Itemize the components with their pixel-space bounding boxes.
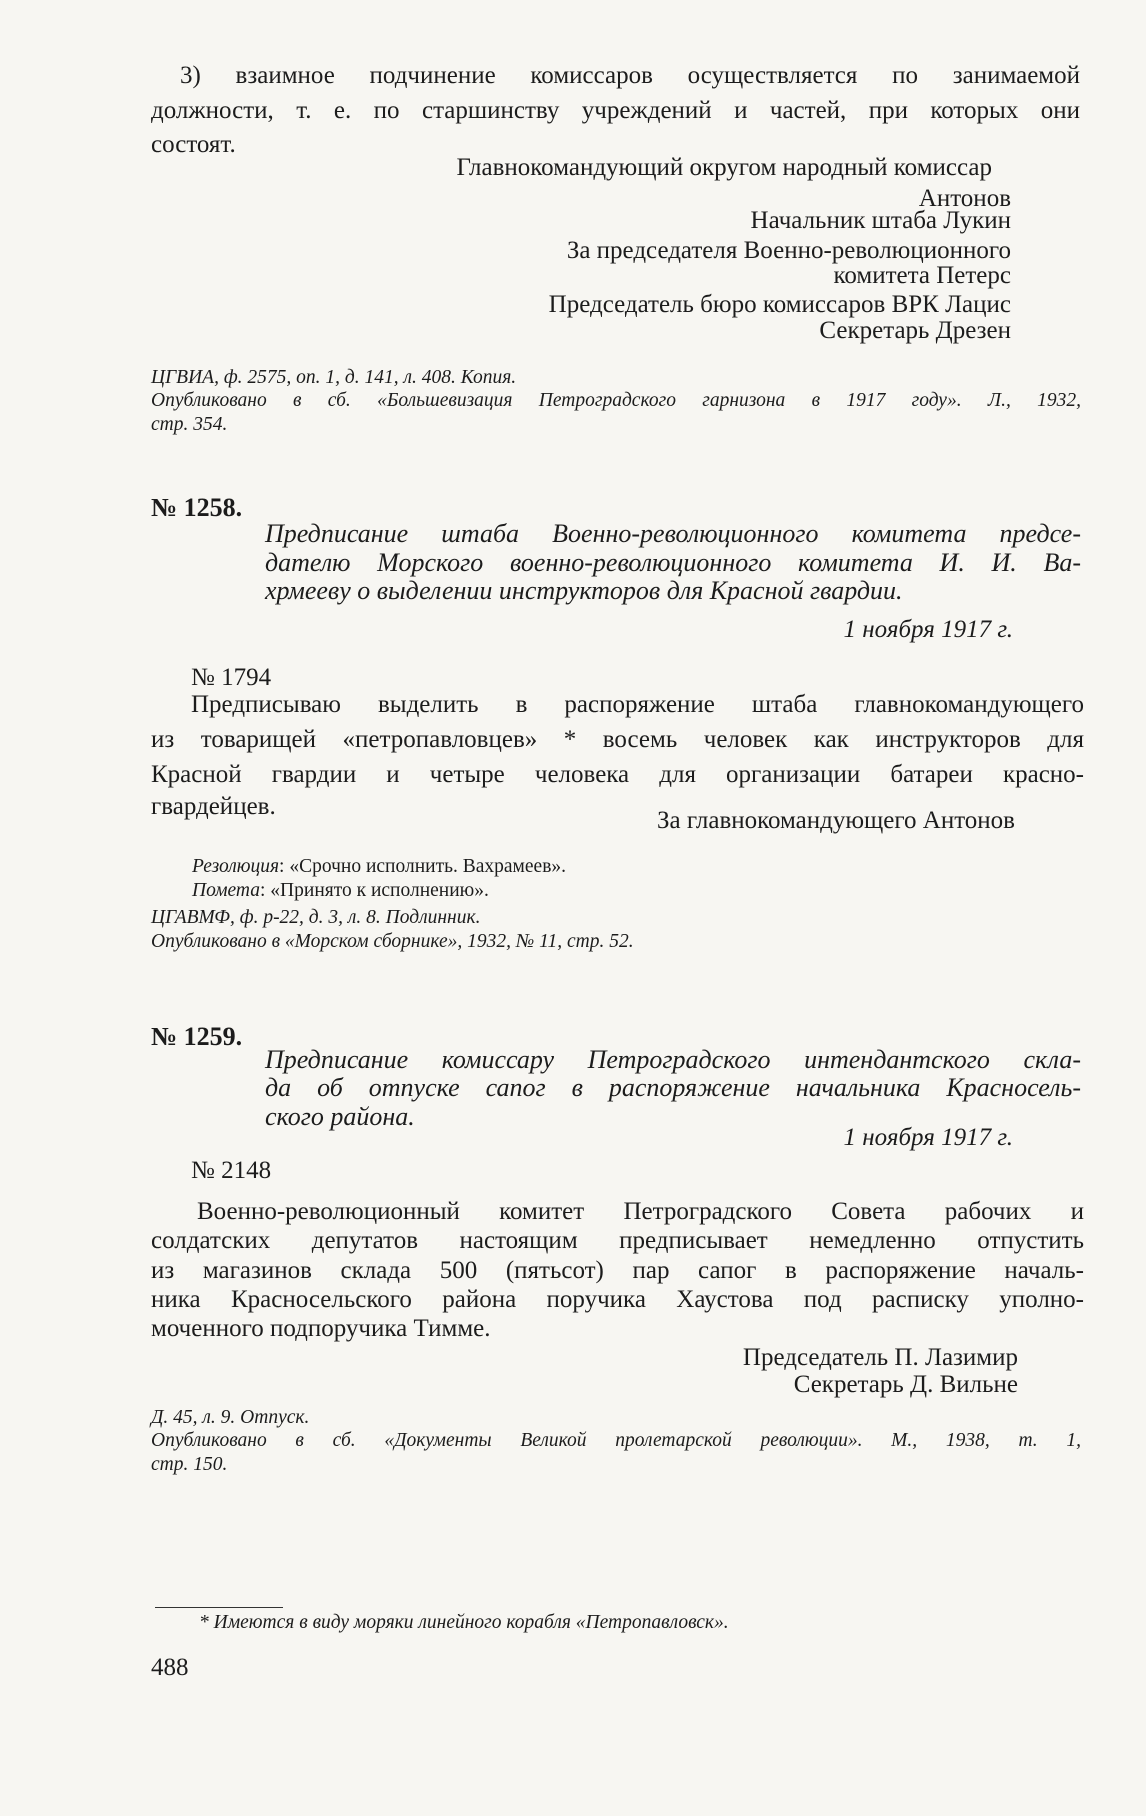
document-heading-line: хрмееву о выделении инструкторов для Красной гвардии.	[265, 576, 903, 605]
signature-line: Председатель П. Лазимир	[742, 1344, 1018, 1371]
note-label: Помета	[192, 880, 261, 901]
paragraph-line: состоят.	[151, 131, 236, 158]
signature-line: Секретарь Д. Вильне	[793, 1371, 1018, 1398]
body-line: Предписываю выделить в распоряжение штаба главнокомандующего	[191, 691, 1084, 718]
document-heading-line: ского района.	[265, 1102, 415, 1131]
footnote: * Имеются в виду моряки линейного корабля «Петропавловск».	[199, 1612, 729, 1633]
body-line: из магазинов склада 500 (пятьсот) пар сапог в распоряжение началь-	[151, 1257, 1084, 1284]
body-line: гвардейцев.	[151, 793, 276, 820]
outgoing-number: № 1794	[191, 664, 272, 691]
signature-line: Начальник штаба Лукин	[750, 207, 1011, 234]
signature-line: комитета Петерс	[833, 262, 1011, 289]
paragraph-line: 3) взаимное подчинение комиссаров осуществляется по занимаемой	[180, 62, 1080, 89]
footnote-divider	[155, 1607, 283, 1608]
source-line: ЦГАВМФ, ф. р-22, д. 3, л. 8. Подлинник.	[151, 907, 481, 928]
body-line: Красной гвардии и четыре человека для организации батареи красно-	[151, 761, 1084, 788]
body-line: солдатских депутатов настоящим предписывает немедленно отпустить	[151, 1227, 1084, 1254]
document-date: 1 ноября 1917 г.	[843, 616, 1013, 643]
page-number: 488	[151, 1654, 189, 1681]
document-number: № 1258.	[151, 493, 243, 522]
source-line: Опубликовано в «Морском сборнике», 1932, № 11, стр. 52.	[151, 931, 634, 952]
document-heading-line: Предписание штаба Военно-революционного комитета предсе-	[265, 519, 1081, 548]
source-line: ЦГВИА, ф. 2575, оп. 1, д. 141, л. 408. Копия.	[151, 367, 517, 388]
source-line: Опубликовано в сб. «Большевизация Петроградского гарнизона в 1917 году». Л., 1932,	[151, 390, 1081, 411]
note-text: : «Принято к исполнению».	[260, 880, 489, 901]
note	[192, 878, 489, 904]
outgoing-number: № 2148	[191, 1157, 272, 1184]
body-line: ника Красносельского района поручика Хаустова под расписку уполно-	[151, 1286, 1084, 1313]
document-heading-line: да об отпуске сапог в распоряжение начальника Красносель-	[265, 1073, 1081, 1102]
signature-line: За председателя Военно-революционного	[566, 237, 1011, 264]
source-line: стр. 150.	[151, 1454, 228, 1475]
resolution-text: : «Срочно исполнить. Вахрамеев».	[279, 856, 567, 877]
signature-line: Главнокомандующий округом народный комиссар	[456, 154, 992, 181]
signature-line: Секретарь Дрезен	[819, 317, 1011, 344]
resolution	[192, 854, 566, 880]
document-number: № 1259.	[151, 1022, 243, 1051]
body-line: моченного подпоручика Тимме.	[151, 1315, 491, 1342]
source-line: стр. 354.	[151, 414, 228, 435]
body-line: из товарищей «петропавловцев» * восемь человек как инструкторов для	[151, 726, 1084, 753]
signature-line: Председатель бюро комиссаров ВРК Лацис	[548, 291, 1011, 318]
document-date: 1 ноября 1917 г.	[843, 1124, 1013, 1151]
document-heading-line: Предписание комиссару Петроградского интендантского скла-	[265, 1045, 1081, 1074]
source-line: Д. 45, л. 9. Отпуск.	[151, 1407, 310, 1428]
body-line: Военно-революционный комитет Петроградского Совета рабочих и	[197, 1198, 1084, 1225]
paragraph-line: должности, т. е. по старшинству учреждений и частей, при которых они	[151, 97, 1080, 124]
source-line: Опубликовано в сб. «Документы Великой пролетарской революции». М., 1938, т. 1,	[151, 1430, 1081, 1451]
signature-line: За главнокомандующего Антонов	[657, 807, 1015, 834]
signature-line: Антонов	[918, 185, 1011, 212]
document-heading-line: дателю Морского военно-революционного комитета И. И. Ва-	[265, 548, 1081, 577]
resolution-label: Резолюция	[192, 856, 280, 877]
